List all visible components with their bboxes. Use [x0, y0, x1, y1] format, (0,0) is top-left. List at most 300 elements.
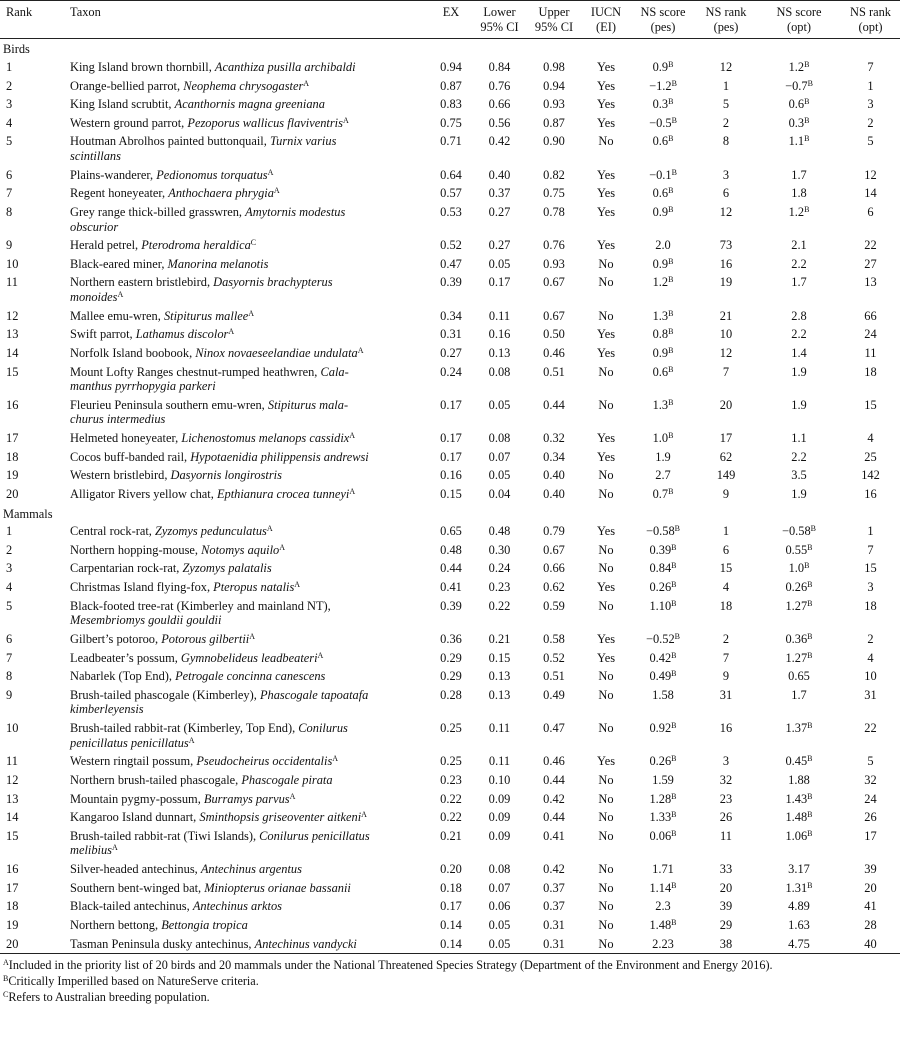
lower-ci-cell: 0.11: [488, 721, 511, 735]
footnote-mark: A: [332, 754, 339, 764]
lower-ci-cell: 0.13: [488, 687, 511, 702]
ns-score-pes-value: −0.1: [649, 167, 672, 182]
upper-ci-cell: 0.44: [543, 810, 565, 825]
ns-score-pes-value: 0.39: [649, 542, 672, 557]
lower-ci-cell: 0.42: [488, 134, 511, 149]
table-row: [0, 166, 900, 185]
ns-score-opt-cell: [757, 578, 841, 597]
ns-rank-opt-cell: 10: [864, 669, 877, 684]
taxon-cell: [66, 649, 430, 668]
upper-ci-cell: 0.44: [543, 772, 565, 787]
table-row: [0, 95, 900, 114]
footnote-mark: B: [674, 631, 680, 641]
footnote-mark: B: [668, 364, 674, 374]
ns-rank-pes-cell: 8: [722, 134, 730, 149]
lower-ci-cell: 0.24: [488, 561, 511, 576]
common-name: Plains-wanderer,: [70, 167, 157, 182]
footnote-mark: A: [279, 542, 286, 552]
iucn-cell: Yes: [596, 345, 616, 360]
ns-score-pes-cell: [631, 307, 695, 326]
ns-score-opt-cell: [757, 77, 841, 96]
iucn-cell: Yes: [596, 204, 616, 219]
ns-score-opt-value: 1.43: [785, 791, 808, 806]
ns-score-opt-cell: [757, 649, 841, 668]
iucn-cell: No: [598, 772, 614, 787]
upper-ci-cell: 0.52: [543, 650, 565, 665]
table-row: [0, 58, 900, 77]
lower-ci-cell: 0.05: [488, 468, 511, 483]
upper-ci-cell: 0.79: [543, 524, 565, 539]
ex-cell: 0.28: [440, 687, 462, 702]
ns-rank-opt-cell: 1: [867, 524, 874, 539]
ns-score-pes-value: 2.23: [652, 936, 674, 951]
ex-cell: 0.34: [440, 308, 462, 323]
lower-ci-cell: 0.11: [488, 754, 511, 769]
ns-rank-opt-cell: 7: [867, 542, 874, 557]
ex-cell: 0.22: [440, 791, 462, 806]
scientific-name: Amytornis modestus: [245, 204, 346, 219]
upper-ci-cell: 0.47: [543, 721, 565, 735]
ns-rank-pes-cell: 6: [722, 186, 730, 201]
footnote-mark: A: [267, 167, 274, 177]
ns-rank-opt-cell: 15: [864, 561, 877, 576]
ns-score-opt-cell: [757, 719, 841, 752]
lower-ci-cell: 0.07: [488, 449, 511, 464]
scientific-name: Dasyornis longirostris: [170, 468, 282, 483]
ns-rank-pes-cell: 16: [719, 256, 733, 271]
ns-score-pes-cell: [631, 541, 695, 560]
ns-rank-opt-cell: 7: [867, 59, 874, 74]
footnote-mark: B: [668, 97, 674, 107]
footnote-mark: B: [807, 650, 813, 660]
common-name: Houtman Abrolhos painted buttonquail,: [70, 134, 270, 149]
ns-score-pes-cell: [631, 860, 695, 879]
ns-score-pes-value: −0.5: [649, 115, 672, 130]
iucn-cell: Yes: [596, 449, 616, 464]
common-name: Southern bent-winged bat,: [70, 880, 205, 895]
ns-score-pes-value: 0.9: [652, 204, 669, 219]
ns-rank-pes-cell: 20: [719, 397, 733, 412]
ns-rank-opt-cell: 142: [861, 468, 880, 483]
iucn-cell: Yes: [596, 97, 616, 112]
lower-ci-cell: 0.21: [488, 631, 511, 646]
rank-cell: 7: [6, 650, 13, 665]
upper-ci-cell: 0.67: [543, 308, 565, 323]
scientific-name: Miniopterus orianae bassanii: [204, 880, 351, 895]
ns-rank-opt-cell: 28: [864, 917, 877, 932]
ex-cell: 0.22: [440, 810, 462, 825]
ns-score-pes-value: 0.6: [652, 134, 669, 149]
ns-rank-pes-cell: 7: [722, 364, 730, 379]
ns-score-opt-value: 2.2: [791, 327, 807, 342]
ns-rank-opt-cell: 26: [864, 810, 877, 825]
ns-score-opt-value: 3.5: [791, 468, 807, 483]
common-name: Northern eastern bristlebird,: [70, 275, 214, 290]
ns-score-opt-cell: [757, 363, 841, 396]
ns-score-pes-cell: [631, 132, 695, 165]
iucn-cell: No: [598, 275, 614, 290]
ns-score-pes-value: 0.3: [652, 97, 669, 112]
iucn-cell: No: [598, 468, 614, 483]
rank-cell: 2: [6, 542, 13, 557]
ns-score-opt-value: −0.7: [785, 78, 808, 93]
table-row: [0, 771, 900, 790]
taxon-cell: [66, 166, 430, 185]
common-name: Tasman Peninsula dusky antechinus,: [70, 936, 255, 951]
table-row: [0, 667, 900, 686]
iucn-cell: Yes: [596, 327, 616, 342]
table-row: [0, 860, 900, 879]
ns-score-opt-cell: [757, 860, 841, 879]
footnote-mark: B: [3, 973, 9, 983]
footnote-mark: B: [807, 791, 813, 801]
ns-rank-opt-cell: 66: [864, 308, 877, 323]
ns-rank-opt-cell: 1: [867, 78, 874, 93]
footnote-mark: B: [807, 631, 813, 641]
iucn-cell: No: [598, 134, 614, 149]
ns-rank-pes-cell: 16: [719, 721, 733, 735]
ns-score-pes-cell: [631, 686, 695, 719]
table-row: [0, 522, 900, 541]
ns-score-opt-value: 0.65: [788, 669, 810, 684]
lower-ci-cell: 0.04: [488, 486, 511, 501]
scientific-name: Lichenostomus melanops cassidix: [181, 431, 350, 445]
scientific-name: Anthochaera phrygia: [168, 186, 274, 201]
ns-score-pes-cell: [631, 771, 695, 790]
footnote-text: Refers to Australian breeding population.: [8, 989, 210, 1004]
common-name: Gilbert’s potoroo,: [70, 631, 162, 646]
ns-rank-pes-cell: 38: [695, 935, 757, 954]
section-title: Mammals: [3, 506, 53, 521]
ns-score-opt-value: 1.31: [785, 880, 808, 895]
iucn-cell: Yes: [596, 78, 616, 93]
common-name: Northern bettong,: [70, 917, 162, 932]
footnote-mark: B: [668, 345, 674, 355]
ns-score-opt-cell: [757, 166, 841, 185]
iucn-cell: Yes: [596, 631, 616, 646]
footnote-mark: B: [807, 880, 813, 890]
common-name: Carpentarian rock-rat,: [70, 561, 183, 576]
upper-ci-cell: 0.49: [543, 687, 565, 702]
footnote-mark: A: [266, 524, 273, 534]
footnote-mark: B: [668, 256, 674, 266]
ns-score-pes-value: 1.28: [649, 791, 672, 806]
footnote-mark: B: [671, 167, 677, 177]
ex-cell: 0.29: [440, 669, 462, 684]
ns-rank-pes-cell: 20: [719, 880, 733, 895]
ns-score-opt-cell: [757, 916, 841, 935]
section-title: Birds: [3, 42, 30, 57]
common-name: Nabarlek (Top End),: [70, 669, 176, 684]
table-row: [0, 363, 900, 396]
scientific-name: Acanthornis magna greeniana: [174, 97, 325, 112]
ns-score-opt-cell: [757, 879, 841, 898]
ns-rank-opt-cell: 2: [867, 115, 874, 130]
ns-score-pes-value: 0.9: [652, 345, 669, 360]
ns-score-opt-cell: [757, 466, 841, 485]
taxon-cell: [66, 719, 430, 752]
common-name: Western ringtail possum,: [70, 754, 197, 769]
ns-score-pes-value: −1.2: [649, 78, 672, 93]
section-row: [0, 504, 900, 523]
scientific-name: Ninox novaeseelandiae undulata: [195, 345, 358, 360]
iucn-cell: No: [598, 917, 614, 932]
taxon-cell: [66, 429, 430, 448]
scientific-name: Phascogale tapoatafa: [259, 687, 369, 702]
iucn-cell: Yes: [596, 167, 616, 182]
footnote-mark: B: [668, 59, 674, 69]
lower-ci-cell: 0.06: [488, 899, 511, 914]
lower-ci-cell: 0.08: [488, 431, 511, 445]
ns-score-pes-cell: [631, 466, 695, 485]
lower-ci-cell: 0.09: [488, 791, 511, 806]
ns-rank-pes-cell: 4: [722, 580, 730, 594]
ns-score-pes-value: 1.3: [652, 308, 669, 323]
rank-cell: 3: [6, 97, 13, 112]
common-name: Grey range thick-billed grasswren,: [70, 204, 246, 219]
footnote-mark: B: [668, 134, 674, 144]
ex-cell: 0.75: [440, 115, 462, 130]
ns-rank-pes-cell: 2: [722, 115, 730, 130]
scientific-name: Epthianura crocea tunneyi: [216, 486, 350, 501]
ns-score-pes-cell: [631, 429, 695, 448]
footnote-mark: B: [668, 186, 674, 196]
lower-ci-cell: 0.23: [488, 580, 511, 594]
upper-ci-cell: 0.67: [543, 275, 565, 290]
footnote-mark: C: [3, 989, 9, 999]
ns-score-pes-cell: [631, 77, 695, 96]
ns-score-opt-cell: [757, 752, 841, 771]
ns-score-opt-cell: [757, 429, 841, 448]
ns-score-pes-cell: [631, 597, 695, 630]
ns-rank-pes-cell: 3: [722, 754, 730, 769]
common-name: Swift parrot,: [70, 327, 136, 342]
footnote-mark: B: [807, 828, 813, 838]
upper-ci-cell: 0.98: [543, 59, 565, 74]
table-row: [0, 485, 900, 504]
ex-cell: 0.64: [440, 167, 462, 182]
ns-rank-opt-cell: 15: [864, 397, 877, 412]
ex-cell: 0.39: [440, 598, 462, 613]
ns-score-pes-value: 0.49: [649, 669, 672, 684]
footnote-mark: B: [807, 542, 813, 552]
rank-cell: 11: [6, 275, 18, 290]
iucn-cell: No: [598, 486, 614, 501]
upper-ci-cell: 0.37: [543, 899, 565, 914]
ns-score-pes-value: 0.7: [652, 486, 669, 501]
ns-score-opt-value: 0.6: [788, 97, 805, 112]
common-name: Black-tailed antechinus,: [70, 899, 193, 914]
scientific-name: Phascogale pirata: [241, 772, 333, 787]
table-row: [0, 344, 900, 363]
lower-ci-cell: 0.05: [472, 935, 527, 954]
iucn-cell: No: [598, 810, 614, 825]
upper-ci-cell: 0.78: [543, 204, 565, 219]
iucn-cell: Yes: [596, 650, 616, 665]
scientific-name-cont: kimberleyensis: [70, 702, 144, 717]
ns-rank-pes-cell: 29: [719, 917, 733, 932]
table-row: [0, 686, 900, 719]
ns-score-pes-value: 1.14: [649, 880, 672, 895]
lower-ci-cell: 0.11: [488, 308, 511, 323]
ns-rank-opt-cell: 11: [864, 345, 877, 360]
ns-rank-pes-cell: 17: [719, 431, 733, 445]
ns-score-pes-cell: [631, 203, 695, 236]
ns-score-opt-value: 1.27: [785, 650, 808, 665]
ns-score-opt-value: 1.4: [791, 345, 807, 360]
rank-cell: 9: [6, 687, 13, 702]
ns-score-pes-value: 1.10: [649, 598, 672, 613]
taxon-cell: [66, 897, 430, 916]
ns-score-opt-cell: [757, 114, 841, 133]
scientific-name-cont: obscurior: [70, 219, 119, 234]
footnote-mark: A: [273, 186, 280, 196]
ns-score-opt-value: 1.7: [791, 275, 807, 290]
ex-cell: 0.83: [440, 97, 462, 112]
ns-rank-pes-cell: 1: [722, 524, 730, 539]
scientific-name: Burramys parvus: [203, 791, 290, 806]
ns-score-opt-value: 0.55: [785, 542, 808, 557]
taxon-cell: [66, 255, 430, 274]
upper-ci-cell: 0.59: [543, 598, 565, 613]
header-ex: EX: [430, 1, 472, 39]
header-ns-score-pes: NS score (pes): [631, 1, 695, 39]
ns-score-opt-value: 1.2: [788, 59, 805, 74]
rank-cell: 17: [6, 431, 19, 445]
ns-rank-opt-cell: 4: [867, 431, 874, 445]
ns-score-pes-cell: [631, 719, 695, 752]
ns-score-pes-cell: [631, 325, 695, 344]
rank-cell: 15: [6, 364, 19, 379]
lower-ci-cell: 0.07: [488, 880, 511, 895]
ex-cell: 0.94: [440, 59, 462, 74]
scientific-name-cont: melibius: [70, 843, 112, 858]
iucn-cell: Yes: [596, 580, 616, 594]
scientific-name: Stipiturus mallee: [163, 308, 249, 323]
table-row: [0, 916, 900, 935]
upper-ci-cell: 0.93: [543, 97, 565, 112]
ns-rank-opt-cell: 18: [864, 364, 877, 379]
ns-score-opt-cell: [757, 808, 841, 827]
ex-cell: 0.14: [440, 917, 462, 932]
taxon-cell: [66, 808, 430, 827]
ns-score-opt-value: 1.1: [791, 431, 807, 445]
footnote-mark: C: [250, 238, 257, 248]
taxon-cell: [66, 630, 430, 649]
footnote-mark: A: [188, 735, 195, 745]
table-row: [0, 77, 900, 96]
ns-score-opt-value: 0.26: [785, 580, 808, 594]
ns-score-pes-cell: [631, 808, 695, 827]
ns-rank-opt-cell: 5: [867, 134, 874, 149]
lower-ci-cell: 0.10: [488, 772, 511, 787]
rank-cell: 19: [6, 468, 19, 483]
ns-score-pes-value: 0.9: [652, 256, 669, 271]
footnote-mark: A: [249, 631, 255, 641]
ns-rank-pes-cell: 23: [719, 791, 733, 806]
iucn-cell: No: [598, 687, 614, 702]
taxon-cell: [66, 522, 430, 541]
ns-score-pes-cell: [631, 255, 695, 274]
ns-score-opt-value: 1.88: [788, 772, 810, 787]
ns-rank-opt-cell: 22: [864, 238, 877, 253]
ex-cell: 0.31: [440, 327, 462, 342]
upper-ci-cell: 0.32: [543, 431, 565, 445]
ns-score-opt-cell: [757, 686, 841, 719]
scientific-name: Pteropus natalis: [213, 580, 295, 594]
ns-rank-opt-cell: 13: [864, 275, 877, 290]
ex-cell: 0.17: [440, 449, 462, 464]
footnote-mark: B: [671, 791, 677, 801]
rank-cell: 1: [6, 59, 13, 74]
lower-ci-cell: 0.15: [488, 650, 511, 665]
ns-rank-pes-cell: 33: [719, 862, 733, 876]
footnote-text: Critically Imperilled based on NatureServe criteria.: [8, 973, 259, 988]
scientific-name: Cala-: [320, 364, 349, 379]
common-name: Western ground parrot,: [70, 115, 188, 130]
taxon-cell: [66, 448, 430, 467]
table-row: [0, 396, 900, 429]
table-row: [0, 132, 900, 165]
ns-rank-pes-cell: 15: [719, 561, 733, 576]
scientific-name: Dasyornis brachypterus: [213, 275, 333, 290]
common-name: Brush-tailed rabbit-rat (Kimberley, Top End),: [70, 721, 299, 735]
ns-score-opt-cell: [757, 790, 841, 809]
footnote-mark: B: [668, 275, 674, 285]
scientific-name: Stipiturus mala-: [267, 397, 349, 412]
lower-ci-cell: 0.56: [488, 115, 511, 130]
footnote-mark: B: [804, 561, 810, 571]
iucn-cell: No: [598, 899, 614, 914]
scientific-name: Gymnobelideus leadbeateri: [180, 650, 318, 665]
iucn-cell: Yes: [596, 431, 616, 445]
ex-cell: 0.29: [440, 650, 462, 665]
ns-score-opt-cell: [757, 667, 841, 686]
common-name: Black-footed tree-rat (Kimberley and mainland NT),: [70, 598, 331, 613]
ex-cell: 0.16: [440, 468, 462, 483]
scientific-name: Bettongia tropica: [161, 917, 248, 932]
ns-score-pes-value: 0.9: [652, 59, 669, 74]
rank-cell: 6: [6, 167, 13, 182]
taxon-cell: [66, 879, 430, 898]
common-name: Leadbeater’s possum,: [70, 650, 181, 665]
ns-score-pes-cell: [631, 485, 695, 504]
iucn-cell: Yes: [596, 754, 616, 769]
footnote-mark: A: [248, 308, 255, 318]
scientific-name: Pezoporus wallicus flaviventris: [187, 115, 343, 130]
footnote-mark: B: [671, 580, 677, 589]
iucn-cell: No: [598, 721, 614, 735]
upper-ci-cell: 0.40: [543, 468, 565, 483]
common-name: King Island brown thornbill,: [70, 59, 215, 74]
ns-score-pes-cell: [631, 879, 695, 898]
rank-cell: 17: [6, 880, 19, 895]
common-name: Norfolk Island boobook,: [70, 345, 196, 360]
footnote-mark: B: [671, 542, 677, 552]
ns-score-opt-value: 0.36: [785, 631, 808, 646]
ns-score-pes-value: 1.71: [652, 862, 674, 876]
rank-cell: 7: [6, 186, 13, 201]
ns-score-pes-cell: [631, 578, 695, 597]
ns-score-pes-value: 1.2: [652, 275, 669, 290]
rank-cell: 5: [6, 134, 13, 149]
taxon-cell: [66, 114, 430, 133]
scientific-name-cont: penicillatus penicillatus: [70, 735, 189, 750]
ns-rank-opt-cell: 12: [864, 167, 877, 182]
footnote-mark: A: [112, 843, 118, 853]
ns-rank-pes-cell: 18: [719, 598, 733, 613]
ns-score-opt-value: 1.8: [791, 186, 807, 201]
